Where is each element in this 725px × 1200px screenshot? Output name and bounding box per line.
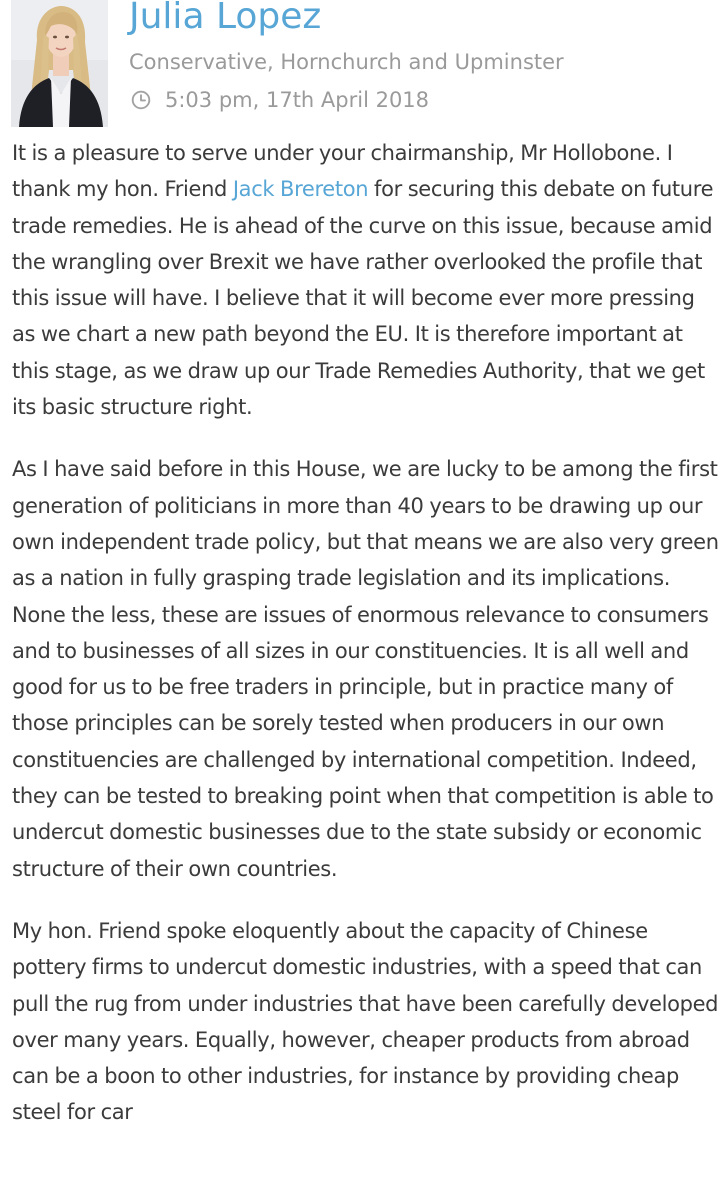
paragraph-text: It is a pleasure to serve under your chairmanship, Mr Hollobone. I thank my hon. Friend bbox=[12, 141, 673, 202]
speaker-affiliation: Conservative, Hornchurch and Upminster bbox=[129, 50, 564, 74]
speech-paragraph-1 bbox=[12, 135, 720, 425]
speaker-portrait[interactable] bbox=[11, 0, 108, 127]
speech-paragraph-2: As I have said before in this House, we are lucky to be among the first generation of politicians in more than 40 years to be drawing up our own independent trade policy, but that means we are also very green as a nation in fully grasping trade legislation and its implications. None the less, these are issues of enormous relevance to consumers and to businesses of all sizes in our constituencies. It is all well and good for us to be free traders in principle, but in practice many of those principles can be sorely tested when producers in our own constituencies are challenged by international competition. Indeed, they can be tested to breaking point when that competition is able to undercut domestic businesses due to the state subsidy or economic structure of their own countries. bbox=[12, 457, 719, 881]
clock-icon bbox=[131, 90, 151, 110]
speaker-header bbox=[0, 0, 725, 135]
speech-body bbox=[12, 135, 720, 1157]
speech-paragraph-3: My hon. Friend spoke eloquently about the capacity of Chinese pottery firms to undercut domestic industries, with a speed that can pull the rug from under industries that have been carefully developed over many years. Equally, however, cheaper products from abroad can be a boon to other industries, for instance by providing cheap steel for car bbox=[12, 918, 719, 1125]
speaker-name[interactable]: Julia Lopez bbox=[129, 0, 322, 37]
speech-timestamp[interactable]: 5:03 pm, 17th April 2018 bbox=[165, 88, 430, 112]
speech-meta bbox=[129, 85, 429, 115]
paragraph-text: for securing this debate on future trade remedies. He is ahead of the curve on this issue, because amid the wrangling over Brexit we have rather overlooked the profile that this issue will have. I believe that it will become ever more pressing as we chart a new path beyond the EU. It is therefore important at this stage, as we draw up our Trade Remedies Authority, that we get its basic structure right. bbox=[12, 177, 714, 420]
portrait-photo-icon bbox=[11, 0, 108, 127]
member-link-jack-brereton[interactable]: Jack Brereton bbox=[232, 177, 369, 202]
